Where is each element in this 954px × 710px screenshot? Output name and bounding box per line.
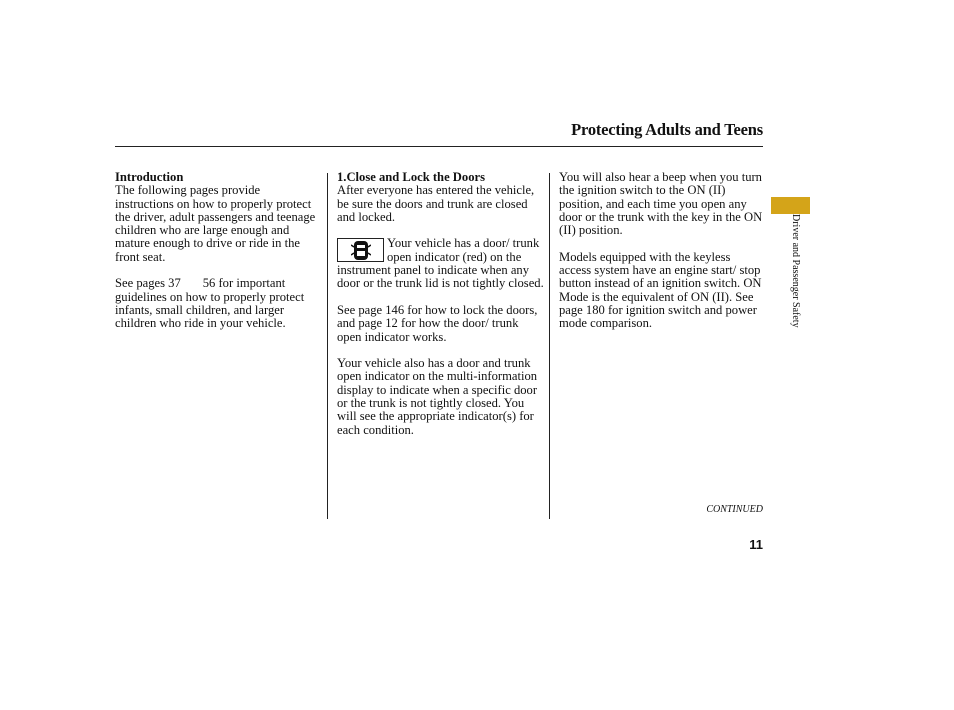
header-rule	[115, 146, 763, 147]
column-beep-info	[559, 171, 765, 344]
section-tab-marker	[771, 197, 810, 214]
continued-label: CONTINUED	[706, 504, 763, 515]
see-pages-paragraph	[115, 277, 319, 330]
keyless-paragraph: Models equipped with the keyless access system have an engine start/ stop button instead of an ignition switch. ON Mode is the equivalent of ON (II). See page 180 for ignition switch and power mode comparison.	[559, 249, 762, 331]
indicator-paragraph	[337, 237, 545, 290]
introduction-heading: Introduction	[115, 170, 184, 184]
see-page-paragraph: See page 146 for how to lock the doors, and page 12 for how the door/ trunk open indicator works.	[337, 302, 538, 344]
introduction-paragraph: The following pages provide instructions on how to properly protect the driver, adult passengers and teenage children who are large enough and mature enough to drive or ride in the front seat.	[115, 183, 316, 264]
see-pages-suffix: for important guidelines on how to properly protect infants, small children, and larger children who ride in your vehicle.	[115, 276, 305, 331]
see-pages-prefix: See pages 37	[115, 276, 181, 291]
column-introduction	[115, 171, 319, 344]
beep-paragraph: You will also hear a beep when you turn the ignition switch to the ON (II) position, and each time you open any door or the trunk with the key in the ON (II) position.	[559, 170, 763, 238]
door-trunk-open-indicator-icon	[337, 238, 384, 262]
indicator-text: Your vehicle has a door/ trunk open indicator (red) on the instrument panel to indicate when any door or the trunk lid is not tightly closed.	[337, 236, 544, 291]
close-lock-heading: 1.Close and Lock the Doors	[337, 170, 485, 184]
page-number: 11	[749, 537, 763, 552]
column-divider	[327, 173, 328, 519]
close-lock-paragraph: After everyone has entered the vehicle, be sure the doors and trunk are closed and locked.	[337, 183, 535, 224]
multi-info-paragraph: Your vehicle also has a door and trunk open indicator on the multi-information display to indicate when a specific door or the trunk is not tightly closed. You will see the appropriate indicator(s) for each condition.	[337, 356, 538, 437]
see-pages-end: 56	[202, 276, 216, 291]
section-side-label: Driver and Passenger Safety	[790, 214, 801, 328]
column-close-lock-doors	[337, 171, 545, 450]
column-divider	[549, 173, 550, 519]
page-title: Protecting Adults and Teens	[571, 120, 763, 139]
